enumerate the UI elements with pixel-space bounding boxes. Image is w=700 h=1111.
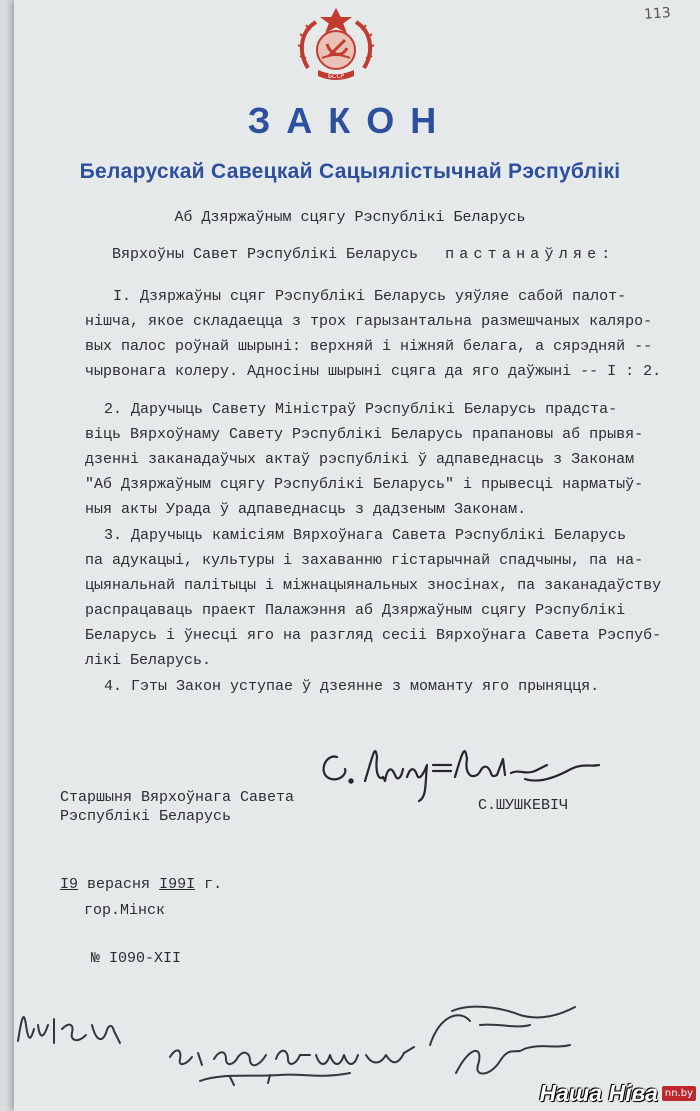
text-line: "Аб Дзяржаўным сцягу Рэспублікі Беларусь" і прывесці нарматыў- [85,476,644,493]
law-subject: Аб Дзяржаўным сцягу Рэспублікі Беларусь [174,209,526,226]
watermark-brand: Наша Ніва [539,1080,658,1106]
law-title: ЗАКОН [247,100,453,141]
text-line: Беларусь і ўнесці яго на разгляд сесіі Вярхоўнага Савета Рэспуб- [85,627,662,644]
text-line: вых палос роўнай шырыні: верхняй і ніжняй белага, а сярэдняй -- [85,338,653,355]
adoption-city: гор.Мінск [84,902,166,919]
text-line: чырвонага колеру. Адносіны шырыні сцяга да яго даўжыні -- І : 2. [85,363,662,380]
page-number: 113 [643,5,672,23]
preamble-text: Вярхоўны Савет Рэспублікі Беларусь [112,246,419,263]
paragraph-4 [85,674,675,699]
watermark-site: nn.by [662,1086,696,1101]
text-line: ныя акты Урада ў адпаведнасць з дадзеным Законам. [85,501,527,518]
text-line: 3. Даручыць камісіям Вярхоўнага Савета Рэспублікі Беларусь [104,527,627,544]
signatory-position [60,788,294,826]
adoption-date [60,876,222,893]
date-month: верасня [87,876,151,893]
text-line: па адукацыі, культуры і захаванню гістарычнай спадчыны, па на- [85,552,644,569]
date-day: I9 [60,876,79,893]
text-line: распрацаваць праект Палажэння аб Дзяржаўным сцягу Рэспублікі [85,602,626,619]
paragraph-2 [85,397,675,522]
state-emblem [296,6,376,86]
chairman-handwritten-signature [315,735,605,805]
text-line: віць Вярхоўнаму Савету Рэспублікі Беларусь прапановы аб прывя- [85,426,644,443]
handwritten-resolution [0,985,620,1105]
paragraph-3 [85,523,675,673]
date-suffix: г. [204,876,223,893]
watermark [539,1080,696,1107]
text-line: 4. Гэты Закон уступае ў дзеянне з моманту яго прыняцця. [104,678,600,695]
text-line: І. Дзяржаўны сцяг Рэспублікі Беларусь уяўляе сабой палот- [113,288,627,305]
text-line: 2. Даручыць Савету Міністраў Рэспублікі Беларусь прадста- [104,401,618,418]
text-line: нішча, якое складаецца з трох гарызантальна размешчаных каляро- [85,313,653,330]
date-year: I99I [159,876,196,893]
text-line: цыянальнай палітыцы і міжнацыянальных зносінах, па заканадаўству [85,577,662,594]
republic-name: Беларускай Савецкай Сацыялістычнай Рэспублікі [79,160,621,183]
position-line: Рэспублікі Беларусь [60,808,232,825]
text-line: дзенні заканадаўчых актаў рэспублікі ў адпаведнасць з Законам [85,451,635,468]
paragraph-1 [85,284,675,384]
text-line: лікі Беларусь. [85,652,212,669]
preamble-decree-word: пастанаўляе: [445,246,616,263]
signatory-name: С.ШУШКЕВІЧ [478,797,569,814]
preamble [112,246,616,263]
position-line: Старшыня Вярхоўнага Савета [60,789,295,806]
law-number: № I090-XII [91,950,182,967]
emblem-label: БССР [327,73,345,80]
